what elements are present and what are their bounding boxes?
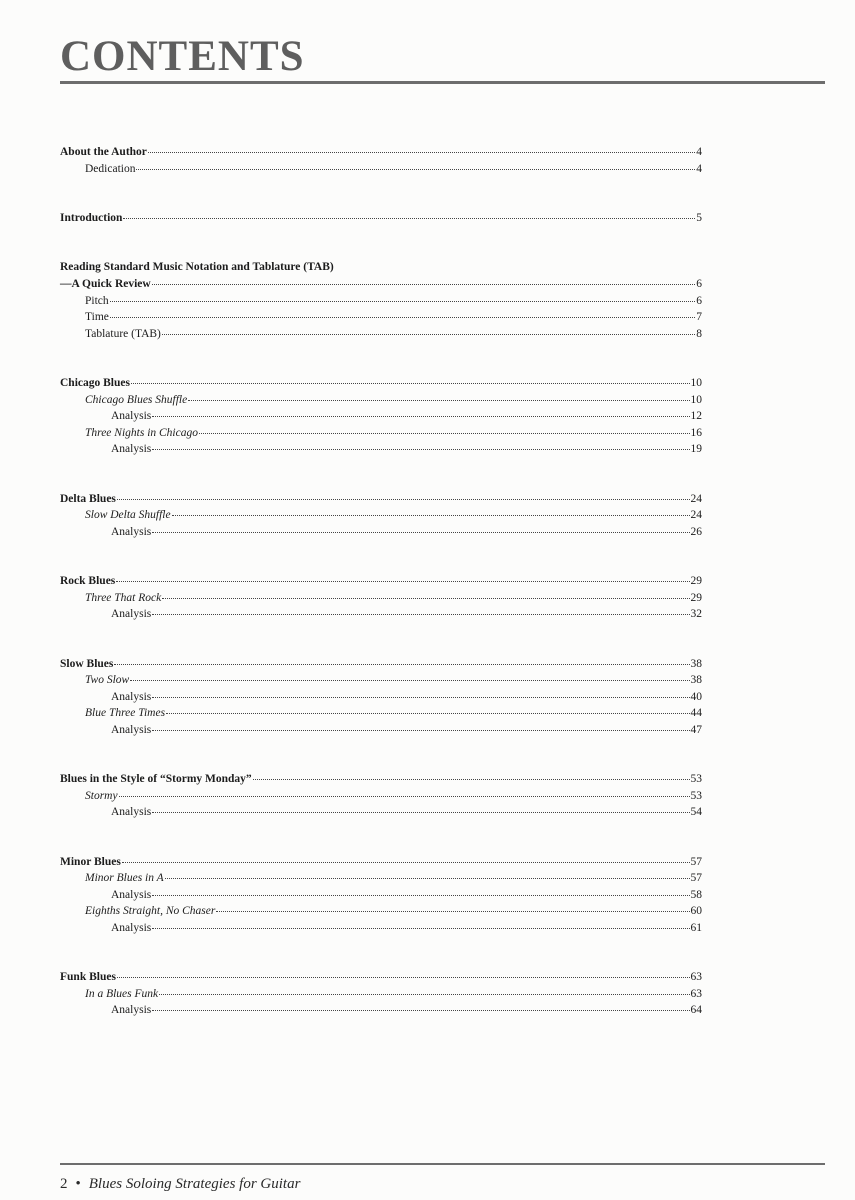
toc-entry-title: Three That Rock xyxy=(85,591,162,604)
dot-leader xyxy=(162,323,695,335)
toc-entry-title: Introduction xyxy=(60,212,123,224)
toc-entry-page-number: 5 xyxy=(696,212,702,224)
dot-leader xyxy=(199,422,690,434)
toc-entry-page-number: 8 xyxy=(696,327,702,340)
toc-entry-page-number: 38 xyxy=(690,657,702,670)
bottom-rule xyxy=(60,1163,825,1165)
toc-entry-title: Three Nights in Chicago xyxy=(85,426,198,439)
dot-leader xyxy=(131,372,690,384)
toc-entry-page-number: 57 xyxy=(690,855,702,868)
dot-leader xyxy=(152,405,689,417)
dot-leader xyxy=(166,702,689,714)
footer-bullet: • xyxy=(75,1176,81,1192)
dot-leader xyxy=(188,389,689,401)
toc-entry-title: Chicago Blues Shuffle xyxy=(85,393,188,406)
toc-entry-title: Analysis xyxy=(111,690,152,703)
toc-section xyxy=(60,655,702,738)
dot-leader xyxy=(159,983,689,995)
toc-entry-page-number: 32 xyxy=(690,608,702,620)
dot-leader xyxy=(123,207,695,219)
toc-section xyxy=(60,259,702,342)
toc-entry-page-number: 63 xyxy=(690,971,702,983)
page-title: CONTENTS xyxy=(60,33,305,80)
dot-leader xyxy=(152,719,689,731)
dot-leader xyxy=(136,158,695,170)
toc-entry[interactable] xyxy=(60,160,702,177)
toc-entry-page-number: 47 xyxy=(690,723,702,736)
footer-page-number: 2 xyxy=(60,1176,68,1192)
toc-entry-page-number: 64 xyxy=(690,1004,702,1016)
toc-entry-title: About the Author xyxy=(60,146,147,158)
toc-entry-page-number: 40 xyxy=(690,690,702,703)
toc-section xyxy=(60,374,702,457)
toc-section xyxy=(60,853,702,936)
dot-leader xyxy=(110,290,696,302)
toc-entry-page-number: 54 xyxy=(690,806,702,818)
dot-leader xyxy=(152,521,689,533)
toc-entry-title: Analysis xyxy=(111,921,152,934)
toc-entry-title: Slow Delta Shuffle xyxy=(85,509,171,521)
toc-entry-title: Rock Blues xyxy=(60,575,116,587)
toc-section xyxy=(60,209,702,226)
toc-entry-title: Analysis xyxy=(111,888,152,901)
toc-entry-page-number: 44 xyxy=(690,707,702,719)
toc-entry-page-number: 63 xyxy=(690,987,702,1000)
toc-entry-title: Minor Blues in A xyxy=(85,872,164,884)
toc-section xyxy=(60,770,702,820)
toc-entry[interactable] xyxy=(60,919,702,936)
toc-entry-title: Analysis xyxy=(111,806,152,818)
dot-leader xyxy=(152,438,689,450)
toc-section xyxy=(60,968,702,1018)
toc-entry-page-number: 58 xyxy=(690,888,702,901)
toc-entry-page-number: 12 xyxy=(690,410,702,422)
toc-entry-title: Chicago Blues xyxy=(60,377,130,389)
toc-entry[interactable] xyxy=(60,325,702,342)
dot-leader xyxy=(152,801,689,813)
toc-entry-page-number: 24 xyxy=(690,492,702,505)
toc-entry-title: Funk Blues xyxy=(60,971,116,983)
toc-entry-title: Analysis xyxy=(111,723,152,736)
toc-section xyxy=(60,490,702,540)
dot-leader xyxy=(148,141,695,153)
toc-entry-page-number: 10 xyxy=(690,377,702,389)
toc-entry-title: Two Slow xyxy=(85,674,130,686)
toc-entry-page-number: 57 xyxy=(690,872,702,884)
toc-entry-page-number: 53 xyxy=(690,789,702,802)
toc-entry-page-number: 4 xyxy=(696,162,702,175)
toc-entry-title: Reading Standard Music Notation and Tablature (TAB) xyxy=(60,260,334,273)
dot-leader xyxy=(152,999,689,1011)
toc-entry-page-number: 26 xyxy=(690,525,702,538)
toc-entry[interactable] xyxy=(60,1001,702,1018)
table-of-contents xyxy=(60,143,702,1051)
toc-entry-title: Dedication xyxy=(85,162,136,175)
toc-entry-title: Eighths Straight, No Chaser xyxy=(85,905,216,917)
dot-leader xyxy=(117,488,690,500)
top-rule xyxy=(60,81,825,84)
toc-entry-title: Slow Blues xyxy=(60,657,114,670)
toc-entry-title: Tablature (TAB) xyxy=(85,327,161,340)
toc-entry-title: Blues in the Style of “Stormy Monday” xyxy=(60,773,252,785)
toc-entry-page-number: 7 xyxy=(696,311,702,323)
toc-entry-title: Analysis xyxy=(111,410,152,422)
toc-entry-title: Minor Blues xyxy=(60,855,121,868)
dot-leader xyxy=(119,785,690,797)
toc-entry[interactable] xyxy=(60,721,702,738)
dot-leader xyxy=(114,653,689,665)
toc-entry-title: Analysis xyxy=(111,1004,152,1016)
toc-entry[interactable] xyxy=(60,440,702,457)
toc-entry-page-number: 29 xyxy=(690,575,702,587)
toc-entry-page-number: 29 xyxy=(690,591,702,604)
toc-entry[interactable] xyxy=(60,605,702,622)
toc-entry-page-number: 24 xyxy=(690,509,702,521)
toc-entry[interactable] xyxy=(60,209,702,226)
toc-entry-title: Analysis xyxy=(111,525,152,538)
dot-leader xyxy=(162,587,689,599)
toc-entry[interactable] xyxy=(60,523,702,540)
toc-entry-title: Stormy xyxy=(85,789,118,802)
dot-leader xyxy=(117,966,690,978)
toc-entry-page-number: 6 xyxy=(696,294,702,307)
dot-leader xyxy=(152,917,689,929)
toc-entry-page-number: 10 xyxy=(690,393,702,406)
toc-entry-title: Analysis xyxy=(111,608,152,620)
toc-entry[interactable] xyxy=(60,803,702,820)
page-footer xyxy=(60,1176,300,1193)
toc-entry-title: In a Blues Funk xyxy=(85,987,159,1000)
toc-entry-page-number: 19 xyxy=(690,443,702,455)
dot-leader xyxy=(216,900,689,912)
dot-leader xyxy=(110,306,695,318)
toc-section xyxy=(60,143,702,176)
dot-leader xyxy=(152,686,689,698)
toc-section xyxy=(60,572,702,622)
toc-entry-page-number: 60 xyxy=(690,905,702,917)
dot-leader xyxy=(152,273,696,285)
toc-entry-title: Analysis xyxy=(111,443,152,455)
toc-entry-page-number: 16 xyxy=(690,426,702,439)
footer-book-title: Blues Soloing Strategies for Guitar xyxy=(88,1176,301,1192)
dot-leader xyxy=(152,603,689,615)
toc-entry-page-number: 53 xyxy=(690,773,702,785)
dot-leader xyxy=(253,768,690,780)
toc-entry-title: —A Quick Review xyxy=(60,278,151,290)
toc-entry-title: Time xyxy=(85,311,109,323)
toc-entry-title: Blue Three Times xyxy=(85,707,166,719)
toc-entry-title: Pitch xyxy=(85,294,109,307)
toc-entry-title: Delta Blues xyxy=(60,492,116,505)
dot-leader xyxy=(130,669,689,681)
toc-entry-page-number: 4 xyxy=(696,146,702,158)
dot-leader xyxy=(165,867,690,879)
toc-entry-page-number: 61 xyxy=(690,921,702,934)
dot-leader xyxy=(116,570,689,582)
dot-leader xyxy=(122,851,690,863)
dot-leader xyxy=(152,884,689,896)
toc-entry-page-number: 6 xyxy=(696,278,702,290)
toc-entry-page-number: 38 xyxy=(690,674,702,686)
dot-leader xyxy=(172,504,690,516)
